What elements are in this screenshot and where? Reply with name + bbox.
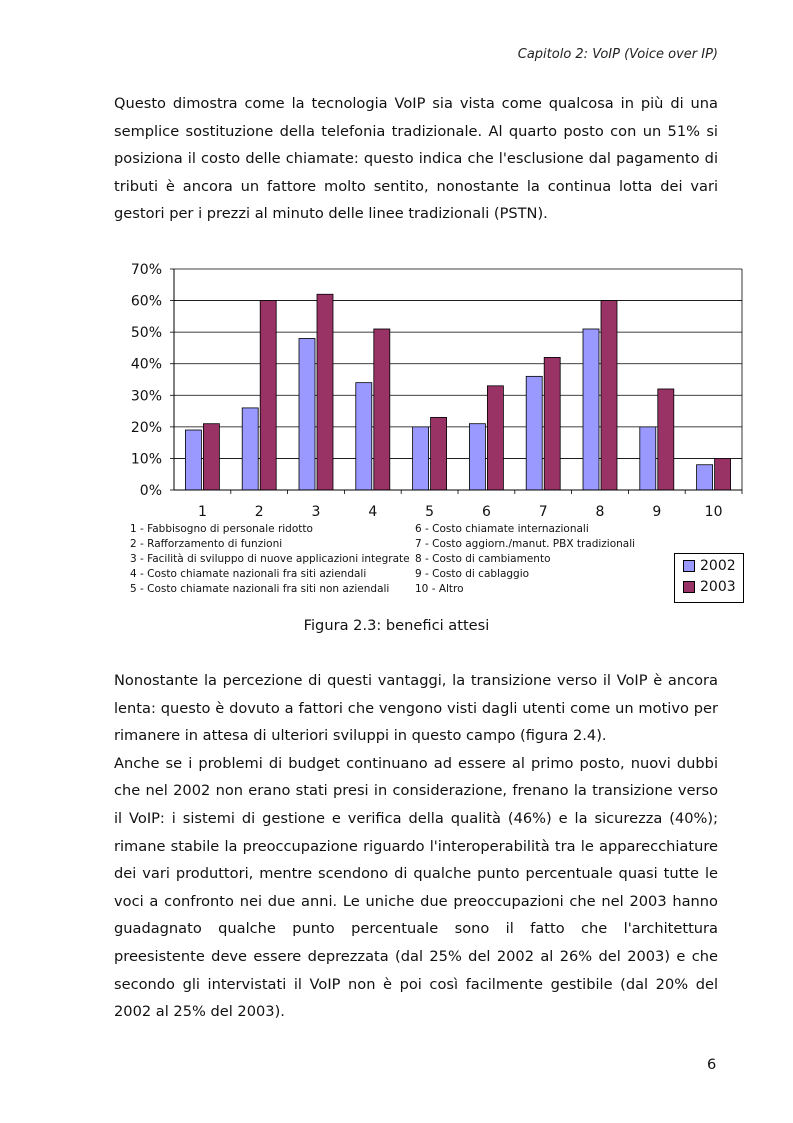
- x-tick-label: 8: [595, 504, 605, 520]
- legend-label-2002: 2002: [700, 558, 736, 574]
- legend-swatch-2002: [683, 560, 695, 572]
- x-tick-label: 1: [197, 504, 207, 520]
- bar-2002-cat-1: [185, 430, 201, 490]
- x-tick-label: 10: [704, 504, 723, 520]
- bar-2002-cat-10: [697, 465, 713, 490]
- legend-item-2003: [683, 579, 736, 595]
- paragraph-body-part2: Anche se i problemi di budget continuano ad essere al primo posto, nuovi dubbi che nel 2002 non erano stati presi in considerazione, frenano la transizione verso il VoIP: i sistemi di gestione e verifica della qualità (46%) e la sicurezza (40%); rimane stabile la preoccupazione riguardo l'interoperabilità tra le apparecchiature dei vari produttori, mentre scendono di qualche punto percentuale quasi tutte le voci a confronto nei due anni. Le uniche due preoccupazioni che nel 2003 hanno guadagnato qualche punto percentuale sono il fatto che l'architettura preesistente deve essere deprezzata (dal 25% del 2002 al 26% del 2003) e che secondo gli intervistati il VoIP non è poi così facilmente gestibile (dal 20% del 2002 al 25% del 2003).: [114, 754, 718, 1021]
- category-item: 10 - Altro: [415, 583, 464, 595]
- category-legend-left: [130, 522, 410, 597]
- series-legend: [674, 553, 744, 603]
- x-tick-label: 7: [538, 504, 548, 520]
- category-legend-right: [415, 522, 635, 597]
- x-tick-label: 4: [368, 504, 378, 520]
- bar-2002-cat-7: [526, 376, 542, 490]
- bar-2003-cat-4: [374, 329, 390, 490]
- bar-2002-cat-2: [242, 408, 258, 490]
- bar-2003-cat-9: [658, 389, 674, 490]
- category-item: 8 - Costo di cambiamento: [415, 553, 551, 565]
- y-tick-label: 0%: [139, 483, 162, 499]
- y-tick-label: 60%: [130, 293, 162, 310]
- y-tick-labels: [131, 262, 162, 499]
- chart-gridlines: [174, 269, 742, 458]
- paragraph-body-part1: Nonostante la percezione di questi vantaggi, la transizione verso il VoIP è ancora lenta: questo è dovuto a fattori che vengono visti dagli utenti come un motivo per rimanere in attesa di ulteriori sviluppi in questo campo (figura 2.4).: [114, 672, 718, 745]
- category-item: 1 - Fabbisogno di personale ridotto: [130, 523, 313, 535]
- x-tick-label: 9: [652, 504, 662, 520]
- bar-2002-cat-4: [356, 383, 372, 490]
- category-item: 4 - Costo chiamate nazionali fra siti aziendali: [130, 568, 367, 580]
- bar-2002-cat-9: [640, 427, 656, 490]
- bar-2002-cat-6: [469, 424, 485, 490]
- x-tick-label: 5: [425, 504, 435, 520]
- chart-bars: [185, 294, 730, 490]
- bar-2002-cat-8: [583, 329, 599, 490]
- page-number: 6: [707, 1056, 717, 1073]
- bar-2002-cat-5: [413, 427, 429, 490]
- x-tick-labels: [198, 504, 723, 520]
- x-tick-label: 3: [311, 504, 321, 520]
- bar-2003-cat-7: [544, 357, 560, 490]
- category-item: 5 - Costo chiamate nazionali fra siti non aziendali: [130, 583, 390, 595]
- legend-label-2003: 2003: [700, 579, 736, 595]
- y-tick-label: 10%: [130, 451, 162, 468]
- bar-2003-cat-5: [431, 417, 447, 490]
- chapter-header: Capitolo 2: VoIP (Voice over IP): [517, 47, 718, 62]
- y-tick-label: 50%: [130, 325, 162, 342]
- bar-2003-cat-2: [260, 301, 276, 490]
- x-tick-label: 2: [254, 504, 264, 520]
- x-tick-label: 6: [481, 504, 491, 520]
- legend-item-2002: [683, 558, 736, 574]
- y-tick-label: 30%: [130, 388, 162, 405]
- category-item: 7 - Costo aggiorn./manut. PBX tradizionali: [415, 538, 636, 550]
- y-tick-label: 70%: [130, 262, 162, 278]
- category-item: 9 - Costo di cablaggio: [415, 568, 530, 580]
- bar-2003-cat-6: [487, 386, 503, 490]
- bar-2003-cat-10: [715, 458, 731, 490]
- legend-swatch-2003: [683, 581, 695, 593]
- category-item: 2 - Rafforzamento di funzioni: [130, 538, 283, 550]
- category-item: 3 - Facilità di sviluppo di nuove applicazioni integrate: [130, 553, 410, 565]
- y-tick-label: 20%: [130, 419, 162, 436]
- bar-2002-cat-3: [299, 338, 315, 490]
- bar-2003-cat-3: [317, 294, 333, 490]
- y-tick-label: 40%: [130, 356, 162, 373]
- paragraph-body: [114, 667, 718, 1026]
- benefits-bar-chart: [112, 256, 752, 528]
- figure-caption: Figura 2.3: benefici attesi: [303, 617, 490, 634]
- bar-2003-cat-1: [203, 424, 219, 490]
- bar-2003-cat-8: [601, 301, 617, 490]
- paragraph-intro: Questo dimostra come la tecnologia VoIP sia vista come qualcosa in più di una semplice sostituzione della telefonia tradizionale. Al quarto posto con un 51% si posiziona il costo delle chiamate: questo indica che l'esclusione dal pagamento di tributi è ancora un fattore molto sentito, nonostante la continua lotta dei vari gestori per i prezzi al minuto delle linee tradizionali (PSTN).: [114, 95, 718, 223]
- category-item: 6 - Costo chiamate internazionali: [415, 523, 589, 535]
